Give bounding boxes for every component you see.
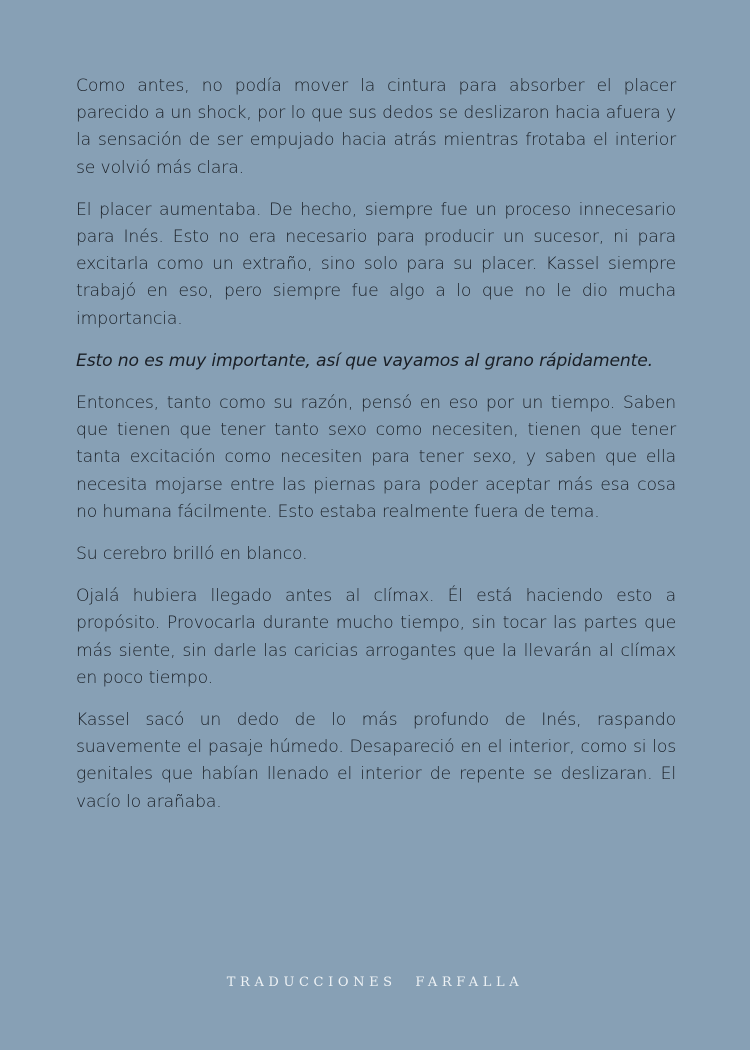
paragraph-5: Su cerebro brilló en blanco.: [76, 544, 308, 565]
paragraph-4: Entonces, tanto como su razón, pensó en eso por un tiempo. Saben que tienen que tener tanto sexo como necesiten, tienen que tener tanta excitación como necesiten para tener sexo, y saben que ella necesita mojarse entre las piernas para poder aceptar más esa cosa no humana fácilmente. Esto estaba realmente fuera de tema.: [76, 393, 676, 522]
paragraph-2: El placer aumentaba. De hecho, siempre fue un proceso innecesario para Inés. Esto no era necesario para producir un sucesor, ni para excitarla como un extraño, sino solo para su placer. Kassel siempre trabajó en eso, pero siempre fue algo a lo que no le dio mucha importancia.: [76, 199, 676, 329]
footer-word-1: TRADUCCIONES: [226, 975, 397, 990]
paragraph-3-italic: Esto no es muy importante, así que vayamos al grano rápidamente.: [76, 350, 653, 371]
paragraph-1: Como antes, no podía mover la cintura para absorber el placer parecido a un shock, por lo que sus dedos se deslizaron hacia afuera y la sensación de ser empujado hacia atrás mientras frotaba el interior se volvió más clara.: [76, 76, 676, 178]
document-body: [76, 73, 676, 831]
paragraph-6: Ojalá hubiera llegado antes al clímax. Él está haciendo esto a propósito. Provocarla durante mucho tiempo, sin tocar las partes que más siente, sin darle las caricias arrogantes que la llevarán al clímax en poco tiempo.: [76, 586, 676, 688]
footer-credit: [0, 975, 750, 990]
footer-word-2: FARFALLA: [415, 975, 524, 990]
paragraph-7: Kassel sacó un dedo de lo más profundo de Inés, raspando suavemente el pasaje húmedo. Desapareció en el interior, como si los genitales que habían llenado el interior de repente se deslizaran. El vacío lo arañaba.: [76, 710, 676, 812]
